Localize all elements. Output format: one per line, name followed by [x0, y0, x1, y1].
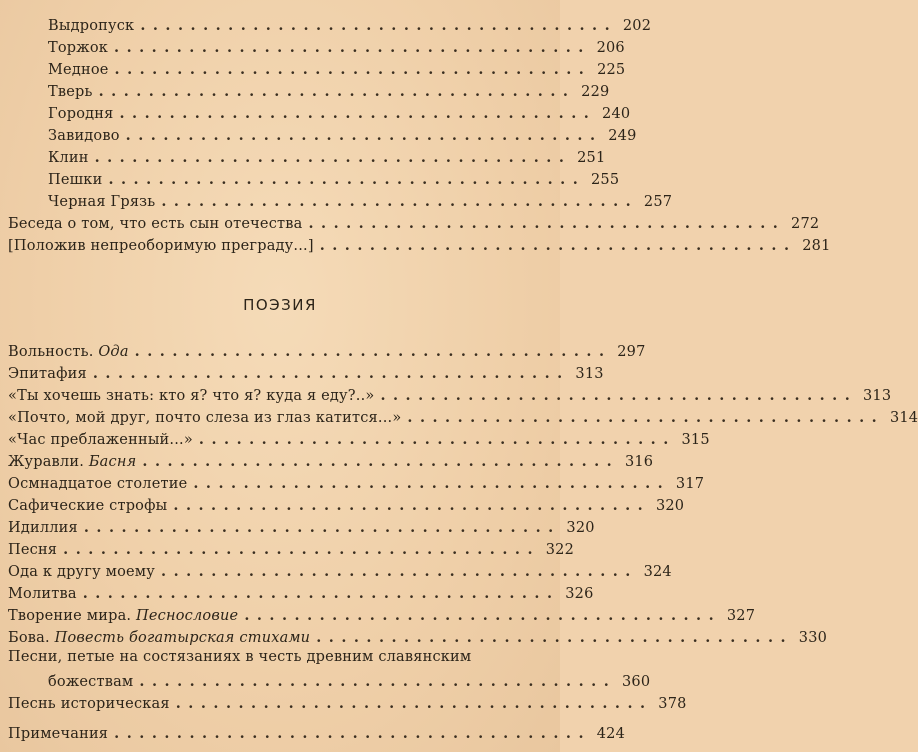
dot-leader: ......................................: [139, 673, 617, 690]
entry-page: 313: [863, 388, 892, 404]
toc-entry[interactable]: [0, 190, 673, 211]
toc-entry[interactable]: [0, 406, 918, 427]
dot-leader: ......................................: [316, 629, 794, 646]
entry-page: 225: [597, 62, 626, 78]
toc-entry[interactable]: [0, 472, 705, 493]
toc-entry[interactable]: [0, 582, 594, 603]
toc-entry[interactable]: [0, 494, 685, 515]
entry-title: Черная Грязь: [48, 194, 156, 210]
entry-title: Осмнадцатое столетие: [8, 476, 188, 492]
dot-leader: ......................................: [142, 453, 620, 470]
toc-entry[interactable]: [0, 560, 672, 581]
toc-entry[interactable]: [0, 692, 687, 713]
entry-page: 272: [791, 216, 820, 232]
entry-page: 424: [596, 726, 625, 742]
toc-entry[interactable]: [0, 428, 710, 449]
dot-leader: ......................................: [319, 237, 797, 254]
entry-title: Медное: [48, 62, 109, 78]
entry-title: Беседа о том, что есть сын отечества: [8, 216, 303, 232]
toc-entry[interactable]: [0, 80, 610, 101]
entry-title: Творение мира. Песнословие: [8, 608, 239, 624]
entry-title: Эпитафия: [8, 366, 87, 382]
dot-leader: ......................................: [114, 61, 592, 78]
dot-leader: ......................................: [161, 193, 639, 210]
entry-title: Бова. Повесть богатырская стихами: [8, 630, 311, 646]
entry-page: 317: [675, 476, 705, 492]
toc-entry[interactable]: [0, 604, 756, 625]
dot-leader: ......................................: [119, 105, 597, 122]
toc-entry[interactable]: [0, 146, 606, 167]
entry-title: Ода к другу моему: [8, 564, 156, 580]
entry-page: 255: [590, 172, 620, 188]
entry-page: 360: [621, 674, 651, 690]
dot-leader: ......................................: [82, 585, 560, 602]
dot-leader: ......................................: [244, 607, 722, 624]
entry-page: 281: [802, 238, 831, 254]
toc-entry-line1[interactable]: Песни, петые на состязаниях в честь древним славянским: [8, 649, 472, 665]
entry-page: 378: [658, 696, 687, 712]
entry-page: 206: [596, 40, 625, 56]
dot-leader: ......................................: [125, 127, 603, 144]
toc-entry[interactable]: [0, 722, 625, 743]
entry-page: 202: [622, 18, 652, 34]
entry-title: Пешки: [48, 172, 103, 188]
toc-entry[interactable]: [0, 538, 574, 559]
entry-title: Идиллия: [8, 520, 78, 536]
entry-title: «Ты хочешь знать: кто я? что я? куда я еду?..»: [8, 388, 375, 404]
dot-leader: ......................................: [83, 519, 561, 536]
entry-page: 240: [602, 106, 631, 122]
entry-page: 251: [577, 150, 606, 166]
toc-entry[interactable]: [0, 340, 646, 361]
entry-page: 229: [581, 84, 610, 100]
entry-page: 320: [655, 498, 685, 514]
entry-title: Торжок: [48, 40, 109, 56]
entry-page: 322: [545, 542, 574, 558]
entry-page: 327: [726, 608, 756, 624]
entry-title: Выдропуск: [48, 18, 135, 34]
toc-entry[interactable]: [0, 168, 620, 189]
toc-entry[interactable]: [0, 450, 654, 471]
entry-title: [Положив непреоборимую преграду...]: [8, 238, 314, 254]
poetry-section-heading: ПОЭЗИЯ: [243, 296, 317, 314]
dot-leader: ......................................: [380, 387, 858, 404]
toc-entry[interactable]: [0, 384, 892, 405]
entry-title: Песнь историческая: [8, 696, 170, 712]
entry-page: 316: [624, 454, 654, 470]
entry-title: Вольность. Ода: [8, 344, 129, 360]
entry-page: 326: [565, 586, 594, 602]
toc-entry[interactable]: [0, 212, 820, 233]
toc-entry[interactable]: [0, 124, 637, 145]
dot-leader: ......................................: [407, 409, 885, 426]
entry-page: 324: [643, 564, 672, 580]
toc-entry[interactable]: [0, 362, 604, 383]
dot-leader: ......................................: [140, 17, 618, 34]
entry-page: 257: [643, 194, 673, 210]
dot-leader: ......................................: [161, 563, 638, 580]
toc-entry[interactable]: [0, 234, 831, 255]
entry-page: 315: [681, 432, 710, 448]
entry-page: 330: [798, 630, 828, 646]
dot-leader: ......................................: [114, 725, 591, 742]
entry-title: Городня: [48, 106, 114, 122]
entry-page: 320: [566, 520, 595, 536]
toc-entry[interactable]: [0, 58, 626, 79]
toc-entry[interactable]: [0, 670, 651, 691]
entry-title: Тверь: [48, 84, 93, 100]
toc-entry[interactable]: [0, 36, 625, 57]
dot-leader: ......................................: [193, 475, 671, 492]
dot-leader: ......................................: [198, 431, 676, 448]
entry-title: Примечания: [8, 726, 109, 742]
entry-title: Песня: [8, 542, 58, 558]
dot-leader: ......................................: [175, 695, 653, 712]
entry-title: «Час преблаженный...»: [8, 432, 193, 448]
entry-title: божествам: [48, 674, 134, 690]
dot-leader: ......................................: [308, 215, 786, 232]
entry-title: «Почто, мой друг, почто слеза из глаз катится...»: [8, 410, 402, 426]
entry-page: 297: [617, 344, 646, 360]
entry-title: Сафические строфы: [8, 498, 168, 514]
entry-title: Журавли. Басня: [8, 454, 137, 470]
dot-leader: ......................................: [173, 497, 651, 514]
dot-leader: ......................................: [94, 149, 572, 166]
dot-leader: ......................................: [63, 541, 540, 558]
entry-page: 313: [575, 366, 604, 382]
entry-page: 314: [889, 410, 918, 426]
toc-entry[interactable]: [0, 14, 652, 35]
entry-title: Молитва: [8, 586, 77, 602]
toc-entry[interactable]: [0, 626, 828, 647]
entry-title: Клин: [48, 150, 89, 166]
toc-entry[interactable]: [0, 516, 595, 537]
dot-leader: ......................................: [108, 171, 586, 188]
dot-leader: ......................................: [98, 83, 576, 100]
dot-leader: ......................................: [114, 39, 591, 56]
dot-leader: ......................................: [134, 343, 612, 360]
dot-leader: ......................................: [92, 365, 570, 382]
entry-title: Завидово: [48, 128, 120, 144]
toc-entry[interactable]: [0, 102, 631, 123]
entry-page: 249: [608, 128, 637, 144]
